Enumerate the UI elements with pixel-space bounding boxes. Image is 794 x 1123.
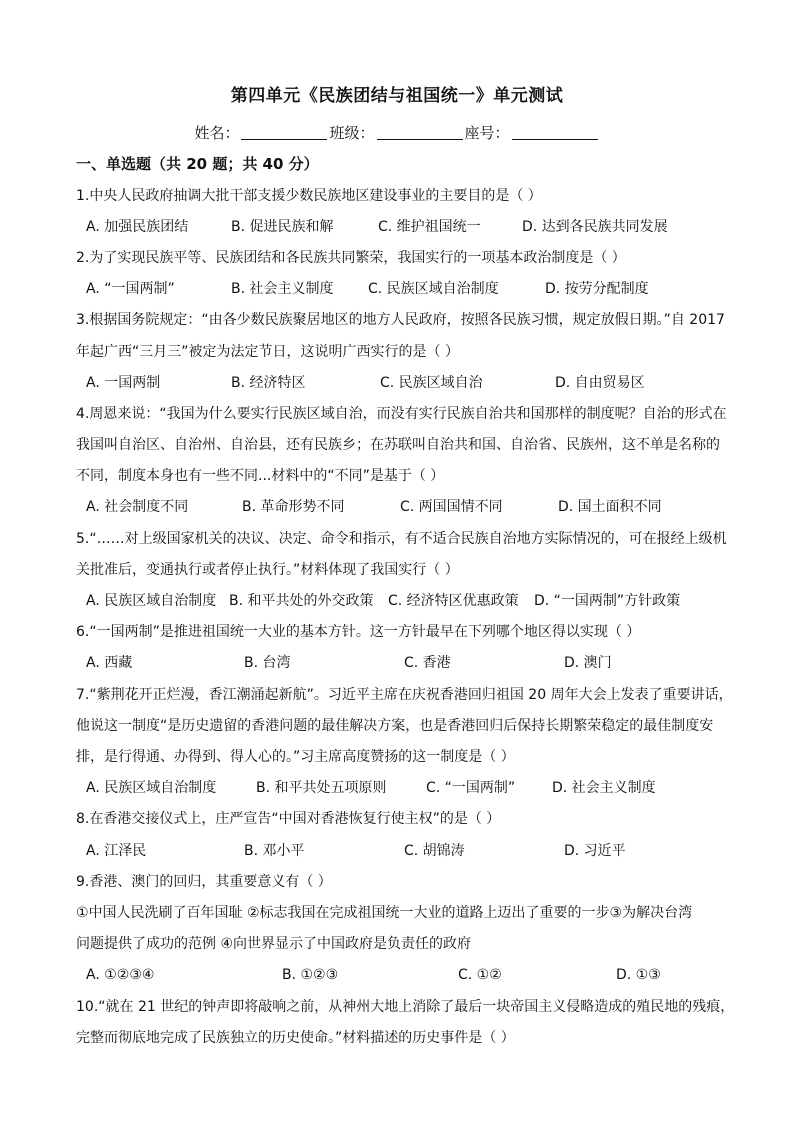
question-3-line-1: 3.根据国务院规定：“由各少数民族聚居地区的地方人民政府，按照各民族习惯，规定放假日期。”自 2017 [76,312,725,328]
name-label: 姓名： [194,124,240,142]
q8-option-d: D. 习近平 [564,843,626,859]
section-heading: 一、单选题（共 20 题；共 40 分） [76,155,319,173]
q2-option-a: A. “一国两制” [86,281,175,297]
q4-option-c: C. 两国国情不同 [400,499,503,515]
q9-option-c: C. ①② [458,967,502,983]
q4-option-a: A. 社会制度不同 [86,499,189,515]
q5-option-d: D. “一国两制”方针政策 [534,593,681,609]
student-info-line [0,121,794,145]
question-4-line-1: 4.周恩来说：“我国为什么要实行民族区域自治，而没有实行民族自治共和国那样的制度呢？自治的形式在 [76,406,727,422]
q3-option-d: D. 自由贸易区 [555,375,645,391]
class-label: 班级： [329,124,375,142]
q5-option-c: C. 经济特区优惠政策 [388,593,519,609]
question-6-text: 6.“一国两制”是推进祖国统一大业的基本方针。这一方针最早在下列哪个地区得以实现（ ） [76,624,641,640]
q2-option-d: D. 按劳分配制度 [545,281,649,297]
question-5-line-1: 5.“……对上级国家机关的决议、决定、命令和指示，有不适合民族自治地方实际情况的，可在报经上级机 [76,531,727,547]
q8-option-a: A. 江泽民 [86,843,147,859]
q3-option-a: A. 一国两制 [86,375,161,391]
q1-option-c: C. 维护祖国统一 [378,219,481,235]
question-8-text: 8.在香港交接仪式上，庄严宣告“中国对香港恢复行使主权”的是（ ） [76,811,501,827]
q2-option-b: B. 社会主义制度 [231,281,334,297]
q9-option-a: A. ①②③④ [86,967,155,983]
question-5-line-2: 关批准后，变通执行或者停止执行。”材料体现了我国实行（ ） [76,562,459,578]
question-4-line-3: 不同，制度本身也有一些不同...材料中的“不同”是基于（ ） [76,468,445,484]
question-9-text: 9.香港、澳门的回归，其重要意义有（ ） [76,874,332,890]
q5-option-a: A. 民族区域自治制度 [86,593,217,609]
q7-option-a: A. 民族区域自治制度 [86,780,217,796]
question-3-line-2: 年起广西“三月三”被定为法定节日，这说明广西实行的是（ ） [76,344,459,360]
q3-option-b: B. 经济特区 [231,375,306,391]
question-2-text: 2.为了实现民族平等、民族团结和各民族共同繁荣，我国实行的一项基本政治制度是（ ） [76,250,626,266]
question-7-line-3: 排，是行得通、办得到、得人心的。”习主席高度赞扬的这一制度是（ ） [76,749,515,765]
q4-option-d: D. 国土面积不同 [558,499,662,515]
q1-option-d: D. 达到各民族共同发展 [522,219,668,235]
seat-label: 座号： [464,124,510,142]
question-7-line-2: 他说这一制度“是历史遗留的香港问题的最佳解决方案，也是香港回归后保持长期繁荣稳定的最佳制度安 [76,718,714,734]
q7-option-b: B. 和平共处五项原则 [256,780,387,796]
q1-option-a: A. 加强民族团结 [86,219,189,235]
q8-option-c: C. 胡锦涛 [404,843,465,859]
seat-blank[interactable] [512,123,598,140]
q5-option-b: B. 和平共处的外交政策 [229,593,374,609]
q6-option-c: C. 香港 [404,655,451,671]
q4-option-b: B. 革命形势不同 [242,499,345,515]
q2-option-c: C. 民族区域自治制度 [368,281,499,297]
q6-option-d: D. 澳门 [564,655,612,671]
page-title: 第四单元《民族团结与祖国统一》单元测试 [230,86,564,106]
q9-option-b: B. ①②③ [282,967,339,983]
q7-option-d: D. 社会主义制度 [552,780,656,796]
q3-option-c: C. 民族区域自治 [380,375,483,391]
q6-option-b: B. 台湾 [244,655,291,671]
question-4-line-2: 我国叫自治区、自治州、自治县，还有民族乡；在苏联叫自治共和国、自治省、民族州，这不单是名称的 [76,437,720,453]
q8-option-b: B. 邓小平 [244,843,305,859]
question-9-statements-line-1: ①中国人民洗刷了百年国耻 ②标志我国在完成祖国统一大业的道路上迈出了重要的一步③为解决台湾 [76,905,693,921]
question-10-line-2: 完整而彻底地完成了民族独立的历史使命。”材料描述的历史事件是（ ） [76,1030,515,1046]
question-7-line-1: 7.“紫荆花开正烂漫，香江潮涌起新航”。习近平主席在庆祝香港回归祖国 20 周年大会上发表了重要讲话， [76,687,733,703]
question-9-statements-line-2: 问题提供了成功的范例 ④向世界显示了中国政府是负责任的政府 [76,936,471,952]
q9-option-d: D. ①③ [616,967,661,983]
q1-option-b: B. 促进民族和解 [231,219,334,235]
q7-option-c: C. “一国两制” [426,780,516,796]
question-10-line-1: 10.“就在 21 世纪的钟声即将敲响之前，从神州大地上消除了最后一块帝国主义侵略造成的殖民地的残痕， [76,999,735,1015]
class-blank[interactable] [377,123,463,140]
q6-option-a: A. 西藏 [86,655,133,671]
name-blank[interactable] [241,123,327,140]
question-1-text: 1.中央人民政府抽调大批干部支援少数民族地区建设事业的主要目的是（ ） [76,188,542,204]
